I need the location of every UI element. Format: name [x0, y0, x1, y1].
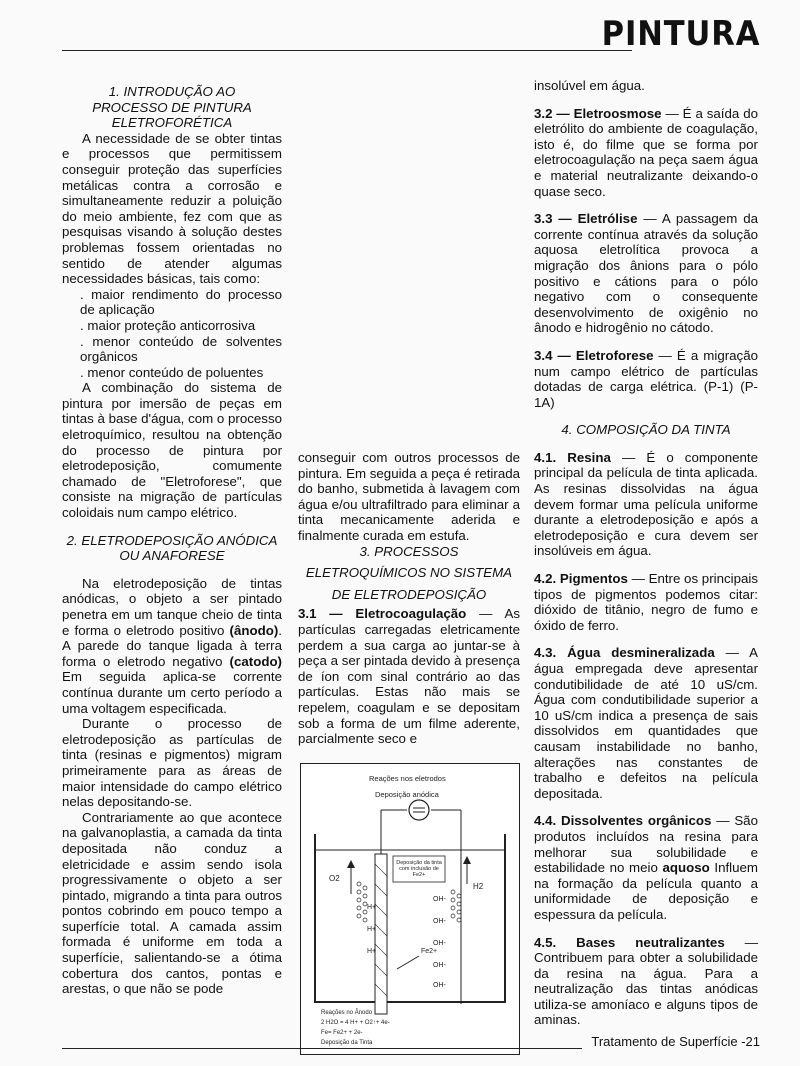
hydrogen-label: H2 — [473, 882, 484, 891]
hydroxide-ion-label: OH- — [433, 982, 446, 989]
section-1-heading-line-1: 1. INTRODUÇÃO AO — [108, 84, 236, 99]
footer-text: Tratamento de Superfície -21 — [591, 1034, 760, 1049]
electrolysis-paragraph — [534, 211, 758, 336]
text-span: — Entre os principais tipos de pigmentos podemos citar: dióxido de titânio, negro de fumo e óxido de ferro. — [534, 571, 758, 633]
requirements-list — [62, 287, 282, 381]
oxygen-label: O2 — [329, 874, 340, 883]
subsection-heading: 3.3 — Eletrólise — [534, 211, 638, 227]
section-1-heading-line-2: PROCESSO DE PINTURA — [92, 99, 252, 115]
water-paragraph — [534, 645, 758, 801]
electrodeposition-diagram — [300, 763, 520, 1055]
header-rule — [62, 50, 632, 51]
bases-paragraph — [534, 935, 758, 1029]
hydroxide-ion-label: OH- — [433, 896, 446, 903]
column-1 — [62, 84, 282, 997]
subsection-heading: 3.4 — Eletroforese — [534, 347, 654, 363]
intro-paragraph: A necessidade de se obter tintas e processos que permitissem conseguir proteção das superfícies metálicas contra a corrosão e simultaneamente reduzir a poluição do meio ambiente, fez com que as pesquisas visando à solução destes problemas fossem orientadas no sentido de atender algumas necessidades básicas, tais como: — [62, 130, 282, 287]
section-4-heading: 4. COMPOSIÇÃO DA TINTA — [561, 422, 731, 438]
continuation-line: insolúvel em água. — [534, 78, 645, 93]
pigments-paragraph — [534, 571, 758, 633]
text-span: Na eletrodeposição de tintas anódicas, o objeto a ser pintado penetra em um tanque cheio de tinta e forma o eletrodo positivo — [62, 575, 282, 638]
reaction-caption: Reações no Ânodo — [321, 1010, 373, 1016]
text-span: Influem na formação da película quanto a uniformidade de deposição e espessura da película. — [534, 860, 758, 922]
subsection-heading: 4.4. Dissolventes orgânicos — [534, 813, 712, 829]
section-2-heading-line-1: 2. ELETRODEPOSIÇÃO ANÓDICA — [66, 532, 278, 548]
box-label: Deposição da tinta com inclusão de Fe2+ — [396, 860, 442, 878]
diagram-title: Reações nos eletrodos — [369, 774, 446, 783]
cathode-term: (catodo) — [229, 653, 282, 669]
text-span: — As partículas carregadas eletricamente perdem a sua carga ao juntar-se à peça a ser pintada devido à presença de íon com sinal contrário ao das partículas. Estas não mais se repelem, coagulam e se depositam sob a forma de um filme aderente, parcialmente seco e — [298, 606, 520, 747]
list-item: . maior proteção anticorrosiva — [80, 317, 256, 333]
section-3-heading-line-2: ELETROQUÍMICOS NO SISTEMA — [305, 565, 513, 581]
reaction-caption: Deposição da Tinta — [321, 1040, 373, 1046]
subsection-heading: 3.1 — Eletrocoagulação — [298, 606, 467, 622]
footer-rule — [62, 1048, 582, 1049]
aqueous-term: aquoso — [662, 860, 710, 876]
resin-paragraph — [534, 450, 758, 559]
continuation-paragraph: conseguir com outros processos de pintura. Em seguida a peça é retirada do banho, submetida à lavagem com água e/ou ultrafiltrado para eliminar a tinta mecanicamente aderida e finalmente curada em estufa. — [298, 450, 520, 543]
list-item: . menor conteúdo de solventes orgânicos — [80, 333, 282, 365]
anode-term: (ânodo) — [229, 622, 279, 638]
reaction-equation: Fe= Fe2+ + 2e- — [321, 1030, 363, 1036]
electrophoresis-paragraph — [534, 348, 758, 410]
galvanoplasty-paragraph: Contrariamente ao que acontece na galvanoplastia, a camada da tinta depositada não conduz a eletricidade e assim sendo isola progressivamente o objeto a ser pintado, migrando a tinta para outros pontos cobrindo em pouco tempo a superfície total. A camada assim formada é uniforme em toda a superfície, salientando-se a ótima cobertura dos cantos, pontas e arestas, o que não se pode — [62, 809, 282, 997]
text-span: — A água empregada deve apresentar condutibilidade de até 10 uS/cm. Água com condutibilidade superior a 10 uS/cm indica a presença de sais dissolvidos em quantidades que causam instabilidade no banho, alterações nas constantes de trabalho e defeitos na película depositada. — [534, 645, 759, 801]
text-span: — A passagem da corrente contínua através da solução aquosa eletrolítica provoca a migração dos ânions para o pólo positivo e cátions para o pólo negativo com o consequente desenvolvimento de oxigênio no ânodo e hidrogênio no cátodo. — [534, 211, 758, 336]
hydroxide-ion-label: OH- — [433, 918, 446, 925]
hydroxide-ion-label: OH- — [433, 940, 446, 947]
subsection-heading: 4.2. Pigmentos — [534, 571, 628, 587]
hydrogen-ion-label: H+ — [367, 926, 377, 933]
text-span: — São produtos incluídos na resina para melhorar sua solubilidade e estabilidade no meio — [534, 813, 758, 876]
hydroxide-ion-label: OH- — [433, 962, 446, 969]
solvents-paragraph — [534, 813, 758, 922]
hydrogen-ion-label: H+ — [367, 904, 377, 911]
text-span: . A parede do tanque ligada à terra forma o eletrodo negativo — [62, 622, 282, 669]
section-3-heading-line-3: DE ELETRODEPOSIÇÃO — [331, 586, 487, 602]
electrocoagulation-paragraph — [298, 606, 520, 746]
text-span: — É o componente principal da película de tinta aplicada. As resinas dissolvidas na água devem formar uma película uniforme durante a eletrodeposição e após a eletrodeposição e cura devem ser insolúveis em água. — [534, 449, 758, 559]
section-3-heading-line-1: 3. PROCESSOS — [359, 543, 459, 559]
column-2 — [298, 450, 520, 747]
column-3 — [534, 78, 758, 1028]
subsection-heading: 3.2 — Eletroosmose — [534, 105, 662, 121]
iron-ion-label: Fe2+ — [421, 948, 438, 955]
text-span: Em seguida aplica-se corrente contínua durante um certo período a uma voltagem especificada. — [62, 669, 282, 716]
section-title: PINTURA — [601, 14, 760, 54]
reaction-equation: 2 H2O = 4 H+ + O2↑+ 4e- — [321, 1020, 390, 1026]
process-paragraph: Durante o processo de eletrodeposição as partículas de tinta (resinas e pigmentos) migram primeiramente para as áreas de maior intensidade do campo elétrico nelas depositando-se. — [62, 716, 282, 810]
subsection-heading: 4.5. Bases neutralizantes — [534, 934, 725, 950]
text-span: — É a saída do eletrólito do ambiente de coagulação, isto é, do filme que se forma por eletrocoagulação na peça saem água e material neutralizante deixando-o quase seco. — [534, 105, 758, 199]
section-1-heading-line-3: ELETROFORÉTICA — [111, 115, 233, 131]
subsection-heading: 4.1. Resina — [534, 449, 611, 465]
combination-paragraph: A combinação do sistema de pintura por imersão de peças em tintas à base d'água, com o processo eletroquímico, resultou na obtenção do processo de pintura por eletrodeposição, comumente chamado de "Eletroforese", que consiste na migração de partículas coloidais num campo elétrico. — [62, 380, 282, 521]
text-span: — É a migração num campo elétrico de partículas dotadas de carga elétrica. (P-1) (P-1A) — [534, 347, 758, 410]
subsection-heading: 4.3. Água desmineralizada — [534, 645, 715, 661]
anodic-paragraph — [62, 576, 282, 716]
list-item: . menor conteúdo de poluentes — [80, 364, 264, 380]
text-span: — Contribuem para obter a solubilidade da resina na água. Para a neutralização das tintas anódicas utiliza-se amoníaco e alguns tipos de aminas. — [534, 934, 758, 1028]
section-2-heading-line-2: OU ANAFORESE — [119, 548, 225, 564]
list-item: . maior rendimento do processo de aplicação — [80, 286, 282, 318]
electroosmosis-paragraph — [534, 106, 758, 200]
diagram-subtitle: Deposição anódica — [375, 790, 439, 799]
hydrogen-ion-label: H+ — [367, 948, 377, 955]
